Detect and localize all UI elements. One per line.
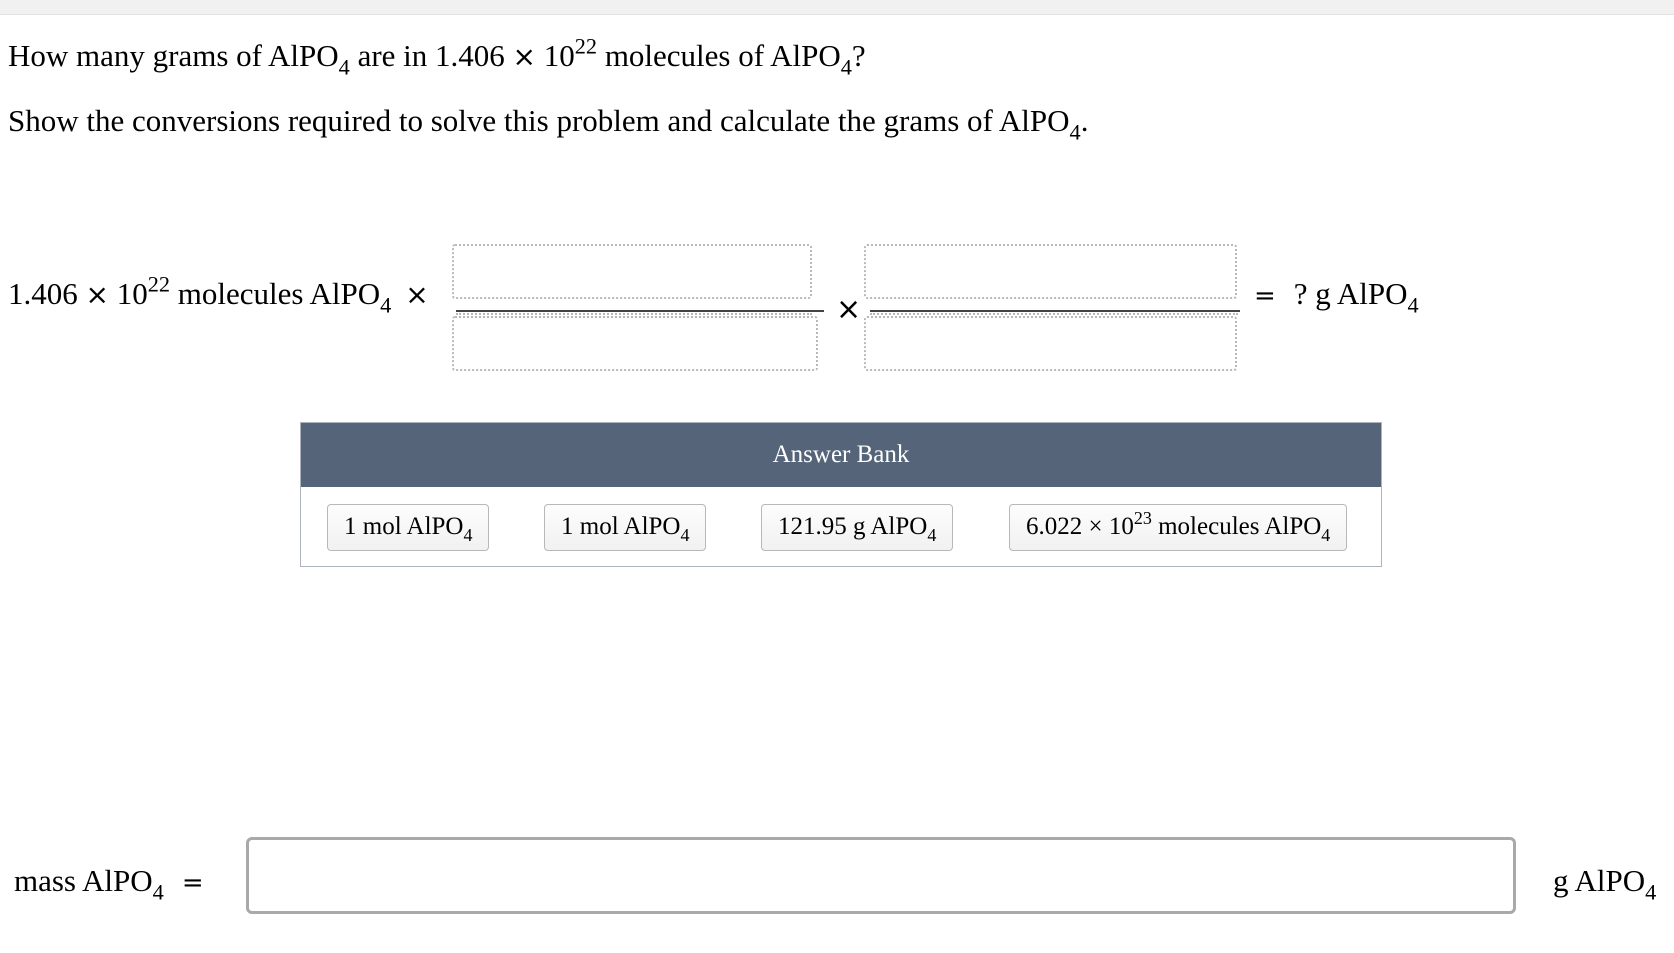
answer-bank [300,422,1382,567]
answer-chip-grams[interactable]: 121.95 g AlPO$_4$ [761,504,953,551]
answer-bank-title: Answer Bank [301,423,1381,487]
question-text: How many grams of AlPO$_4$ are in $1.406 \times 10^{22}$ molecules of AlPO$_4$? [8,33,866,80]
times-sign: × [836,292,862,327]
fraction1-denominator-slot[interactable] [452,316,818,371]
instruction-text: Show the conversions required to solve this problem and calculate the grams of AlPO$_4$. [8,103,1089,145]
fraction2-numerator-slot[interactable] [864,244,1237,299]
fraction1-divider [456,310,824,312]
fraction2-divider-dots [870,313,1238,315]
fraction1-numerator-slot[interactable] [452,244,812,299]
mass-label: mass AlPO$_4$ = [14,863,204,905]
top-bar [0,0,1674,15]
equation-result: = ? g AlPO$_4$ [1254,276,1419,318]
answer-chip-avogadro[interactable]: $6.022 \times 10^{23}$ molecules AlPO$_4$ [1009,504,1347,551]
mass-answer-input[interactable] [246,837,1516,914]
fraction1-divider-dots [456,313,812,315]
fraction2-denominator-slot[interactable] [864,316,1237,371]
given-quantity: $1.406 \times 10^{22}$ molecules AlPO$_4$ × [8,271,429,318]
mass-unit-label: g AlPO$_4$ [1553,863,1657,905]
answer-chip-mol-1[interactable]: 1 mol AlPO$_4$ [327,504,489,551]
fraction2-divider [870,310,1240,312]
answer-chip-mol-2[interactable]: 1 mol AlPO$_4$ [544,504,706,551]
